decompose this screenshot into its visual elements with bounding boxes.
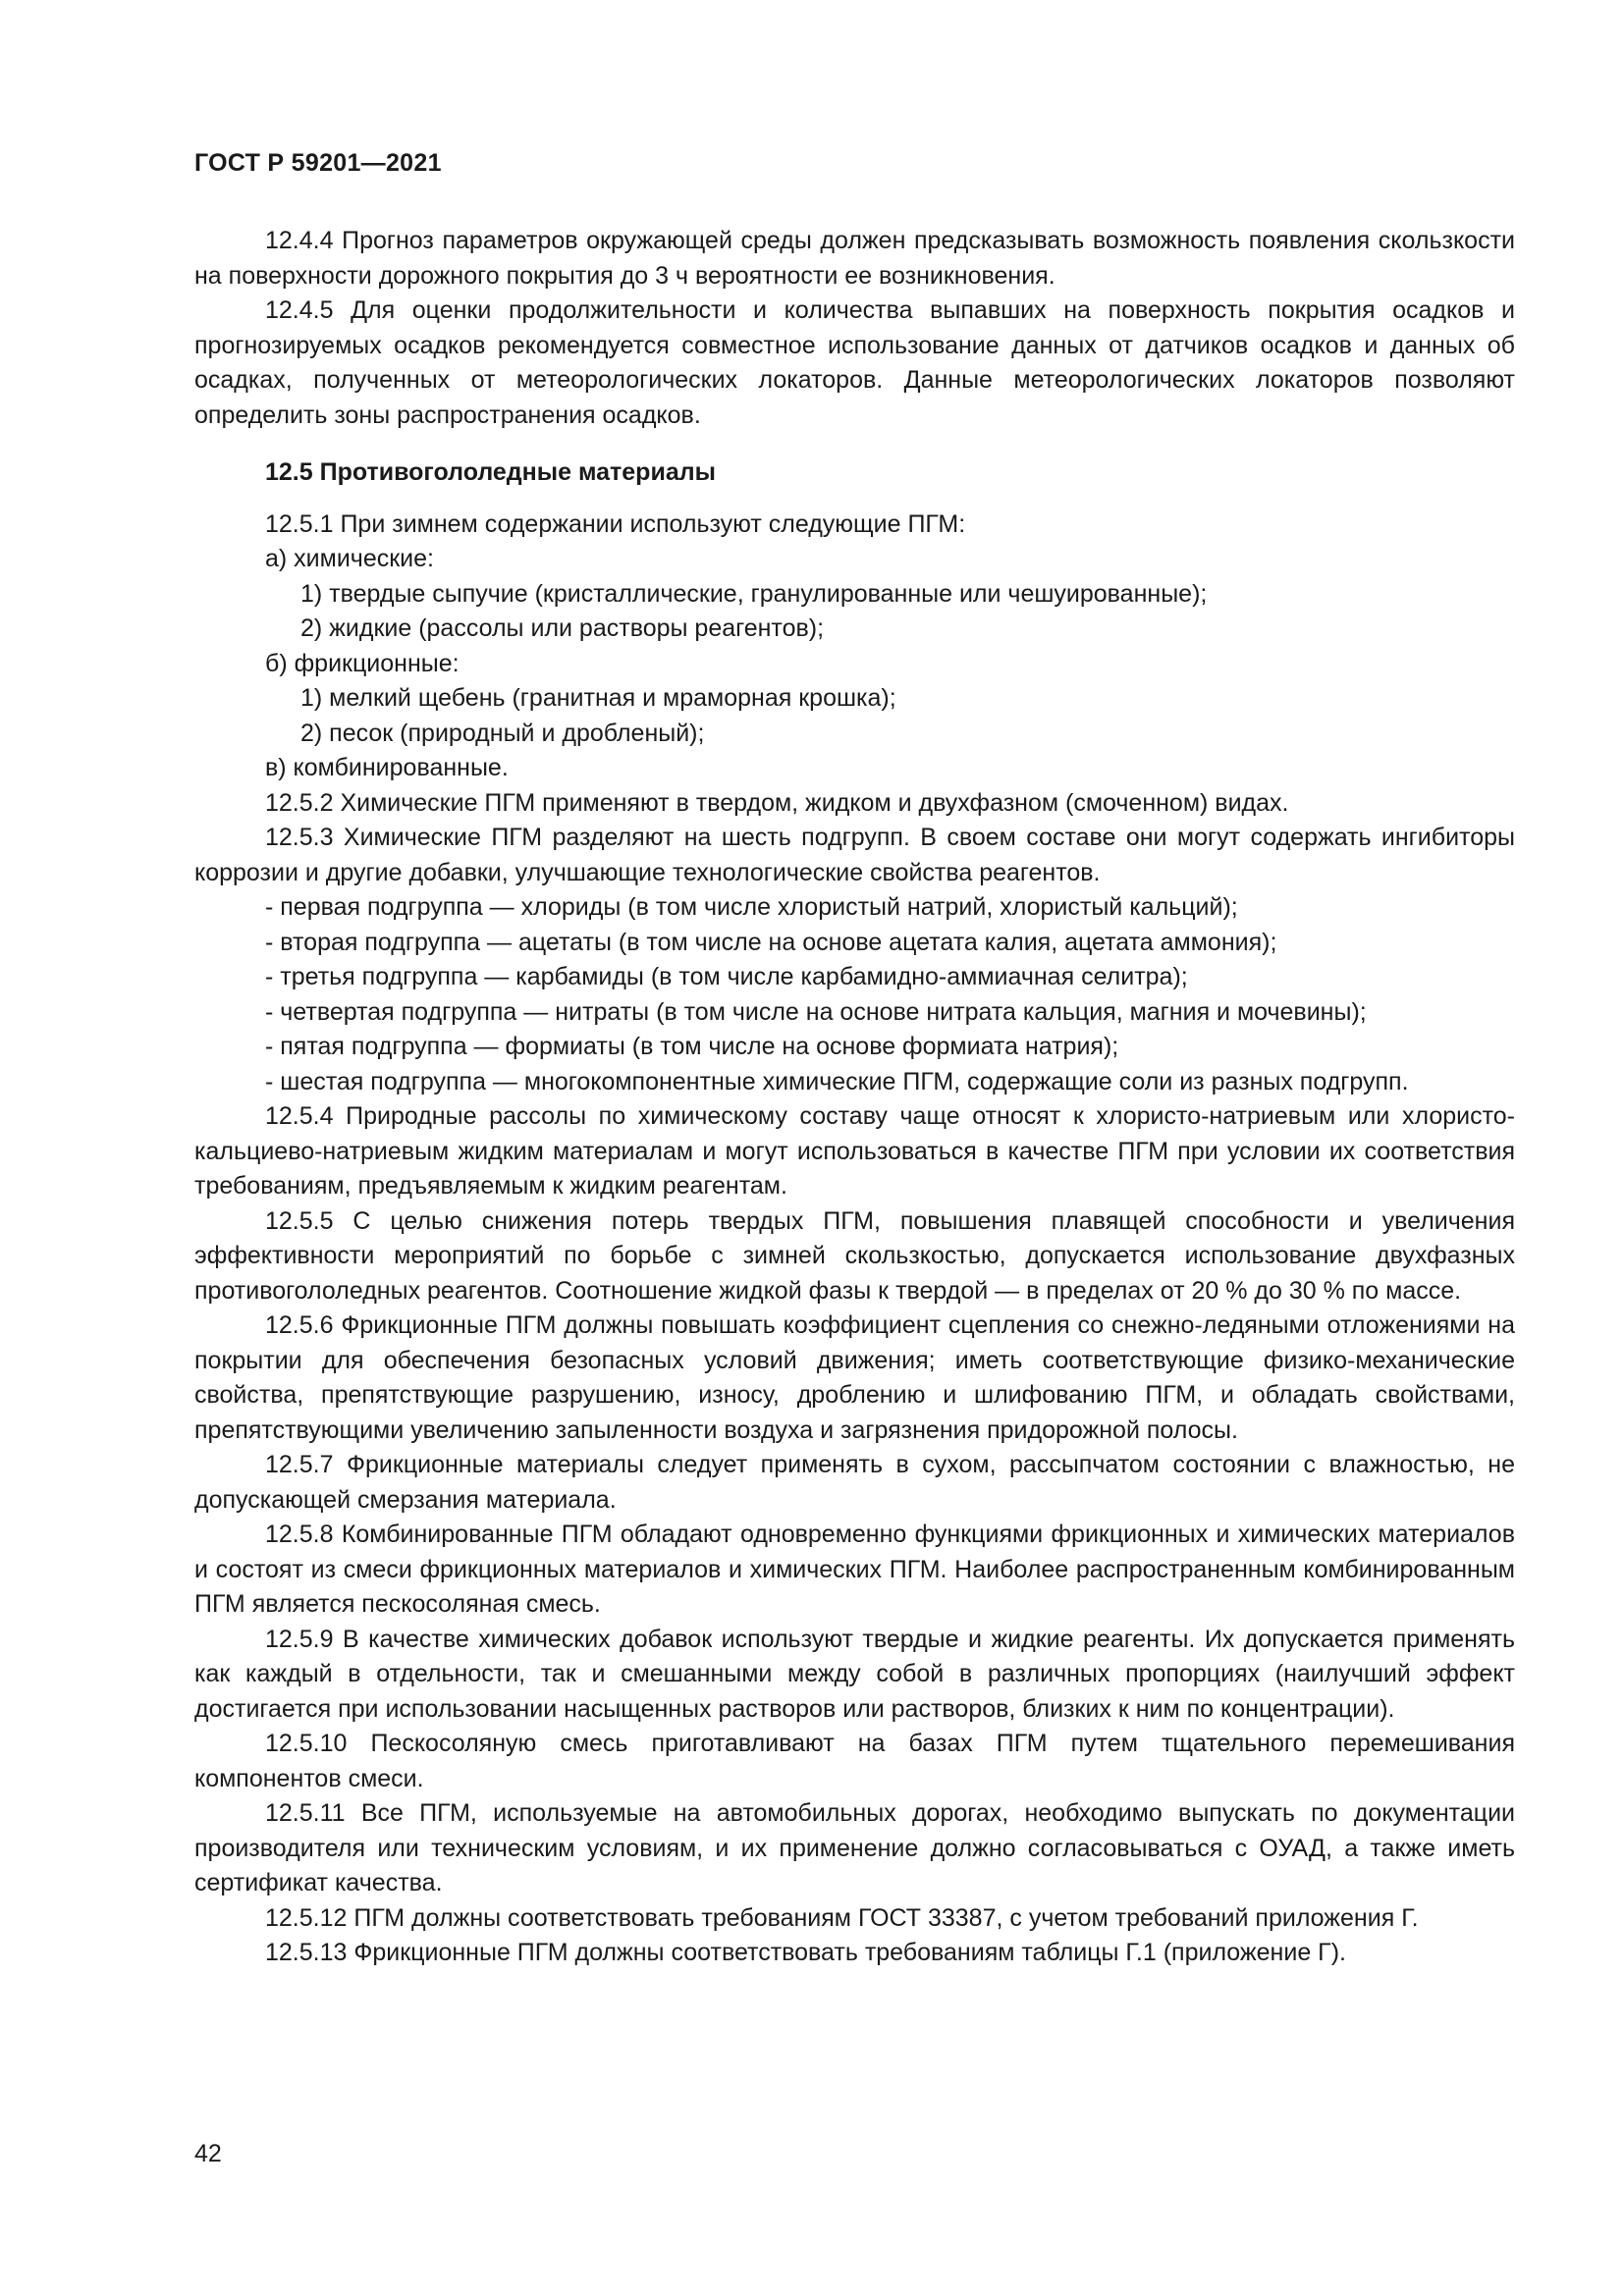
subgroup-item-4: - четвертая подгруппа — нитраты (в том числе на основе нитрата кальция, магния и мочевины); [265,997,1367,1026]
paragraph-12-5-11: 12.5.11 Все ПГМ, используемые на автомобильных дорогах, необходимо выпускать по документации производителя или техническим условиям, и их применение должно согласовываться с ОУАД, а также иметь сертификат качества. [194,1799,1515,1896]
paragraph-12-4-4: 12.4.4 Прогноз параметров окружающей среды должен предсказывать возможность появления скользкости на поверхности дорожного покрытия до 3 ч вероятности ее возникновения. [194,227,1515,290]
paragraph-12-5-7: 12.5.7 Фрикционные материалы следует применять в сухом, рассыпчатом состоянии с влажностью, не допускающей смерзания материала. [194,1451,1515,1514]
list-item-a-2: 2) жидкие (рассолы или растворы реагентов); [300,614,825,642]
document-body [194,224,1515,1971]
paragraph-12-5-12: 12.5.12 ПГМ должны соответствовать требованиям ГОСТ 33387, с учетом требований приложения Г. [265,1903,1419,1932]
paragraph-12-5-13: 12.5.13 Фрикционные ПГМ должны соответствовать требованиям таблицы Г.1 (приложение Г). [265,1939,1346,1966]
list-item-a-1: 1) твердые сыпучие (кристаллические, гранулированные или чешуированные); [300,579,1208,608]
subgroup-item-5: - пятая подгруппа — формиаты (в том числе на основе формиата натрия); [265,1033,1119,1060]
list-item-b: б) фрикционные: [265,649,460,677]
paragraph-12-5-4: 12.5.4 Природные рассолы по химическому составу чаще относят к хлористо-натриевым или хлористо-кальциево-натриевым жидким материалам и могут использоваться в качестве ПГМ при условии их соответствия требованиям, предъявляемым к жидким реагентам. [194,1102,1515,1200]
paragraph-12-5-1: 12.5.1 При зимнем содержании используют следующие ПГМ: [265,509,966,538]
paragraph-12-5-6: 12.5.6 Фрикционные ПГМ должны повышать коэффициент сцепления со снежно-ледяными отложениями на покрытии для обеспечения безопасных условий движения; иметь соответствующие физико-механические свойства, препятствующие разрушению, износу, дроблению и шлифованию ПГМ, и обладать свойствами, препятствующими увеличению запыленности воздуха и загрязнения придорожной полосы. [194,1311,1515,1444]
list-item-b-1: 1) мелкий щебень (гранитная и мраморная крошка); [300,684,896,712]
list-item-v: в) комбинированные. [265,754,509,781]
section-heading-12-5: 12.5 Противогололедные материалы [265,458,716,486]
subgroup-item-3: - третья подгруппа — карбамиды (в том числе карбамидно-аммиачная селитра); [265,963,1188,990]
paragraph-12-5-10: 12.5.10 Пескосоляную смесь приготавливают на базах ПГМ путем тщательного перемешивания компонентов смеси. [194,1730,1515,1792]
paragraph-12-5-9: 12.5.9 В качестве химических добавок используют твердые и жидкие реагенты. Их допускается применять как каждый в отдельности, так и смешанными между собой в различных пропорциях (наилучший эффект достигается при использовании насыщенных растворов или растворов, близких к ним по концентрации). [194,1625,1515,1723]
document-standard-id: ГОСТ Р 59201—2021 [194,149,442,177]
document-page [194,0,1515,2296]
list-item-a: а) химические: [265,545,434,572]
paragraph-12-4-5: 12.4.5 Для оценки продолжительности и количества выпавших на поверхность покрытия осадков и прогнозируемых осадков рекомендуется совместное использование данных от датчиков осадков и данных об осадках, полученных от метеорологических локаторов. Данные метеорологических локаторов позволяют определить зоны распространения осадков. [194,296,1515,429]
subgroup-item-2: - вторая подгруппа — ацетаты (в том числе на основе ацетата калия, ацетата аммония); [265,928,1277,956]
paragraph-12-5-3: 12.5.3 Химические ПГМ разделяют на шесть подгрупп. В своем составе они могут содержать ингибиторы коррозии и другие добавки, улучшающие технологические свойства реагентов. [194,824,1515,886]
list-item-b-2: 2) песок (природный и дробленый); [300,719,705,747]
paragraph-12-5-8: 12.5.8 Комбинированные ПГМ обладают одновременно функциями фрикционных и химических материалов и состоят из смеси фрикционных материалов и химических ПГМ. Наиболее распространенным комбинированным ПГМ является пескосоляная смесь. [194,1521,1515,1618]
paragraph-12-5-2: 12.5.2 Химические ПГМ применяют в твердом, жидком и двухфазном (смоченном) видах. [265,788,1289,817]
subgroup-item-1: - первая подгруппа — хлориды (в том числе хлористый натрий, хлористый кальций); [265,893,1238,921]
subgroup-item-6: - шестая подгруппа — многокомпонентные химические ПГМ, содержащие соли из разных подгрупп. [265,1067,1409,1095]
page-number: 42 [194,2140,222,2167]
paragraph-12-5-5: 12.5.5 С целью снижения потерь твердых ПГМ, повышения плавящей способности и увеличения эффективности мероприятий по борьбе с зимней скользкостью, допускается использование двухфазных противогололедных реагентов. Соотношение жидкой фазы к твердой — в пределах от 20 % до 30 % по массе. [194,1206,1515,1305]
